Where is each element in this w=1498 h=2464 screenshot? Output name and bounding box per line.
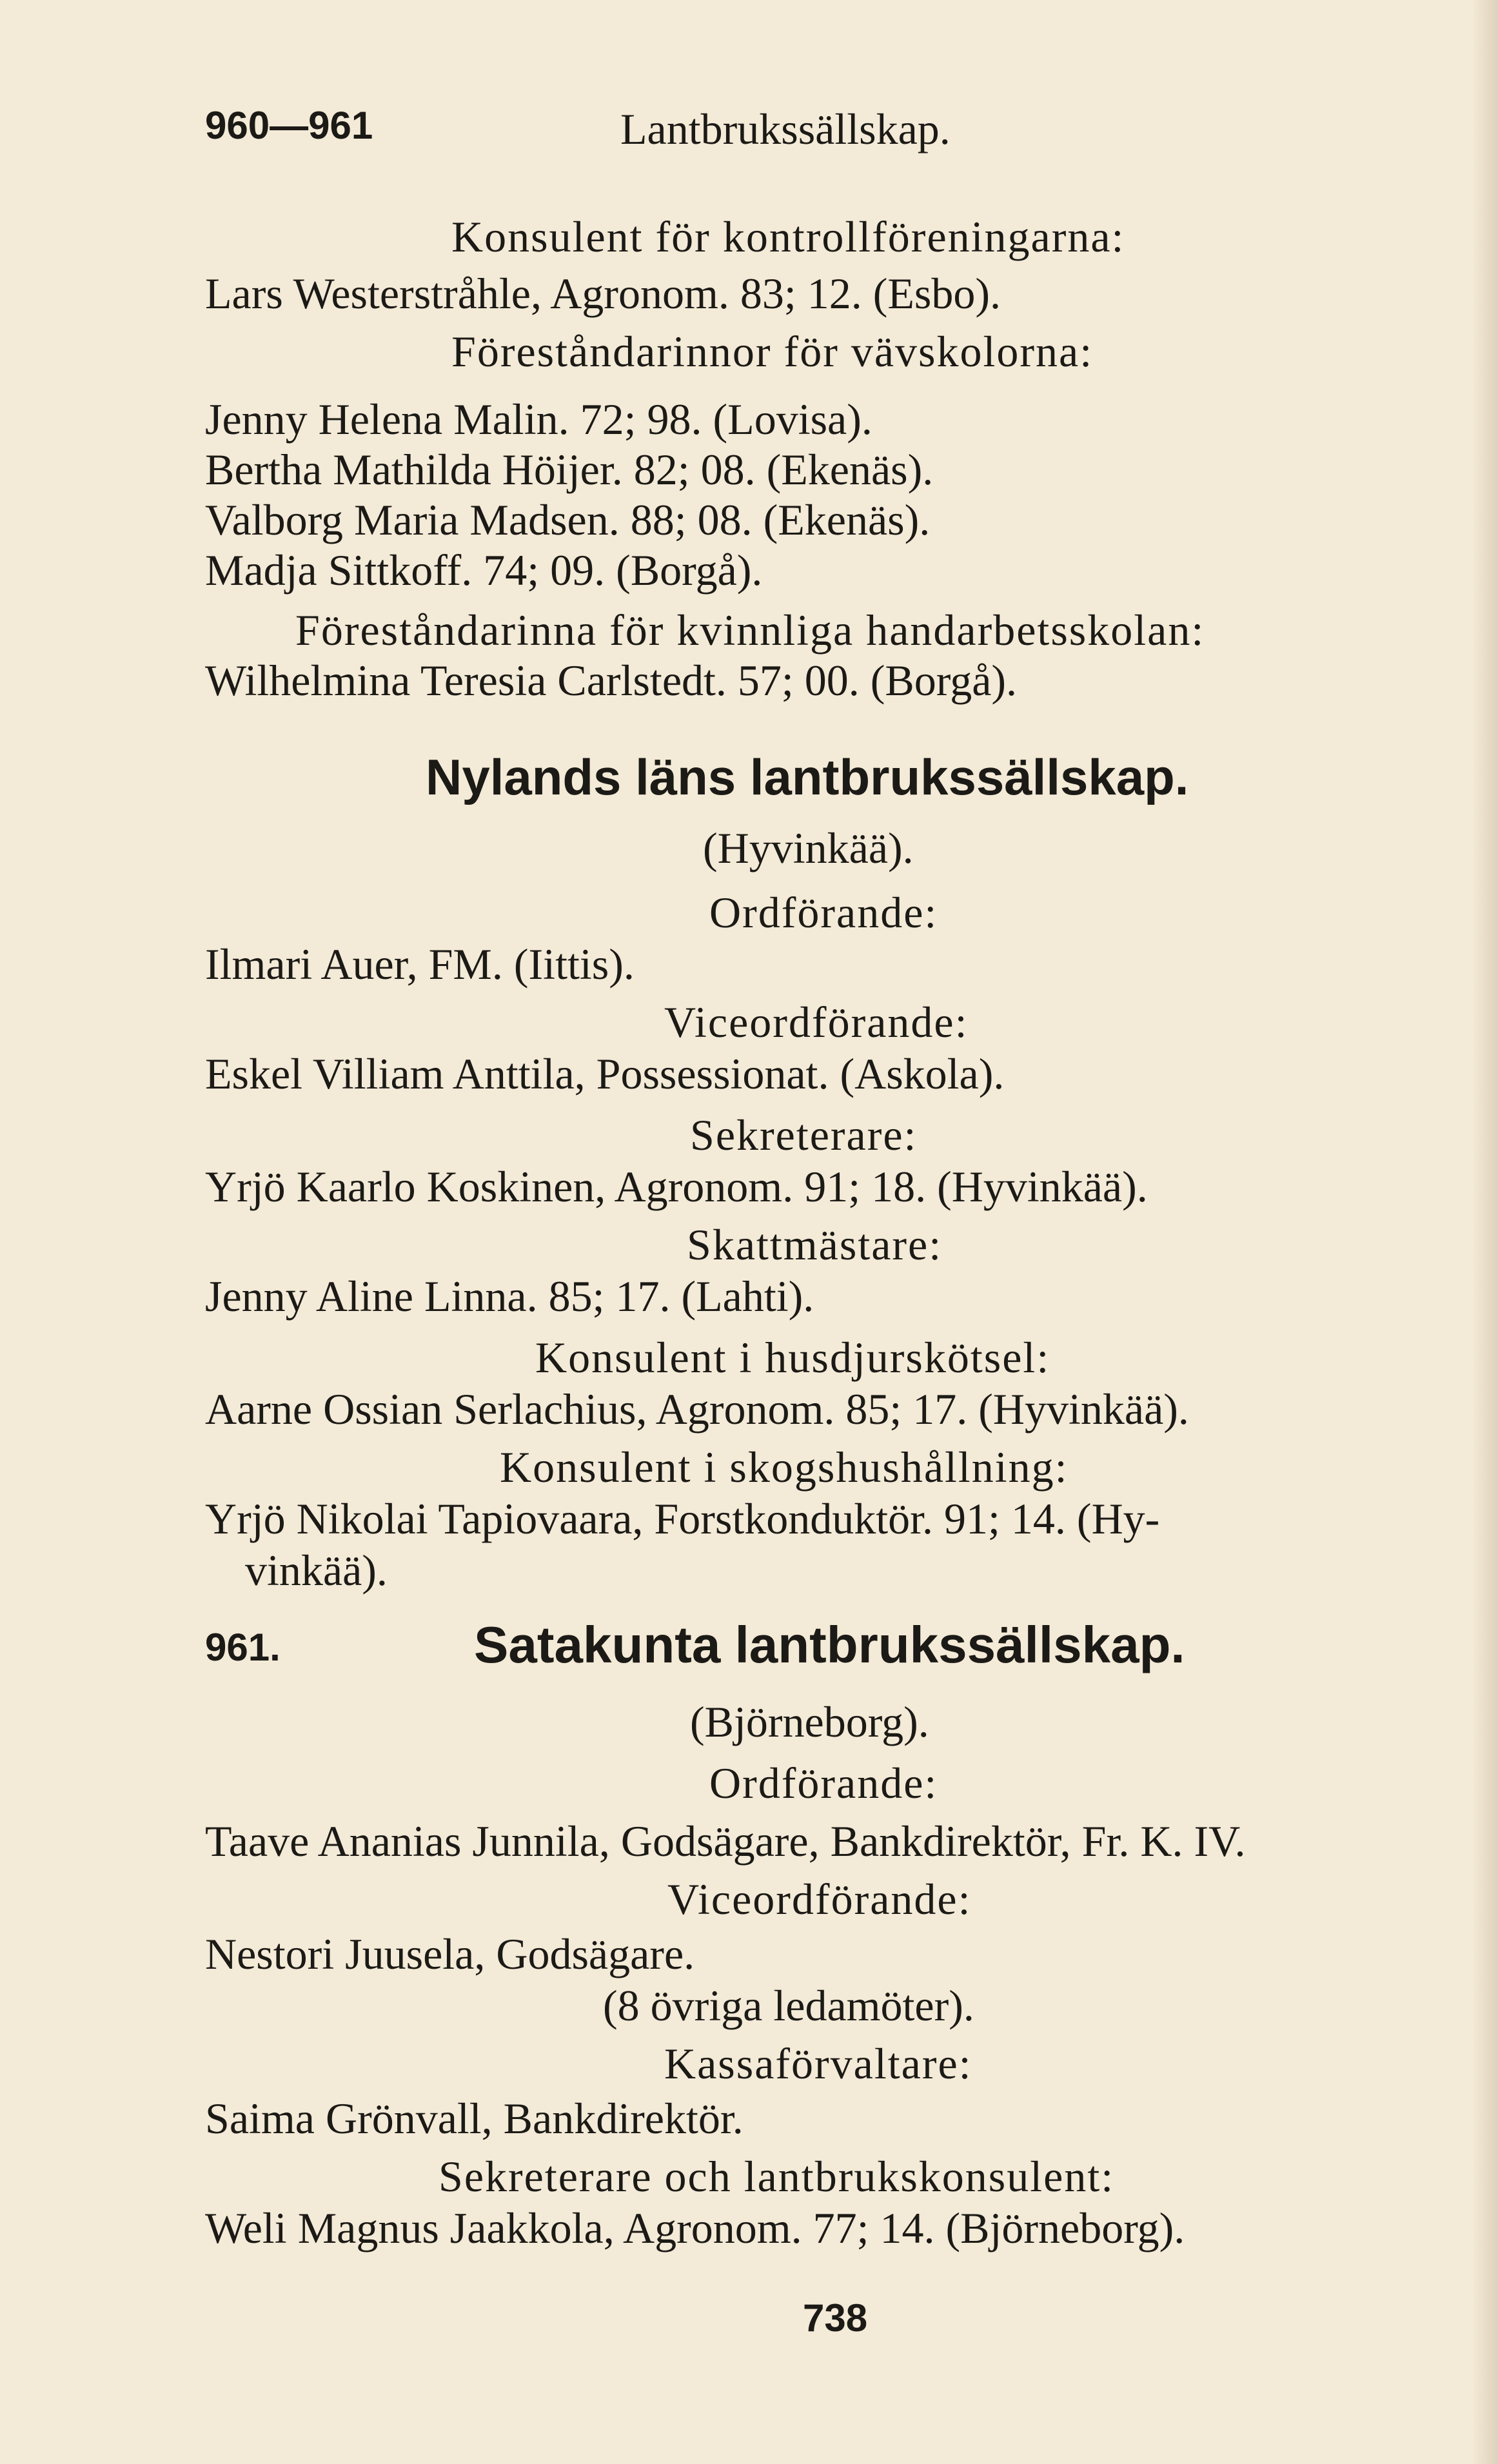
entry-line: (8 övriga ledamöter).	[603, 1981, 974, 2030]
header-running-title: Lantbrukssällskap.	[620, 104, 951, 153]
entry-line: Taave Ananias Junnila, Godsägare, Bankdirektör, Fr. K. IV.	[205, 1817, 1246, 1866]
section-number: 961.	[205, 1626, 281, 1669]
role-heading: Konsulent för kontrollföreningarna:	[451, 212, 1125, 261]
role-heading: Ordförande:	[709, 888, 938, 937]
entry-line: Valborg Maria Madsen. 88; 08. (Ekenäs).	[205, 495, 931, 544]
entry-line: Ilmari Auer, FM. (Iittis).	[205, 940, 635, 989]
footer-page-number: 738	[803, 2296, 868, 2340]
role-heading: Konsulent i husdjurskötsel:	[535, 1333, 1050, 1382]
entry-line: Wilhelmina Teresia Carlstedt. 57; 00. (Borgå).	[205, 656, 1018, 705]
page-edge-shadow	[1472, 0, 1498, 2464]
role-heading: Föreståndarinnor för vävskolorna:	[451, 327, 1094, 376]
entry-line: Jenny Helena Malin. 72; 98. (Lovisa).	[205, 395, 872, 444]
entry-line: vinkää).	[245, 1546, 388, 1595]
entry-line: Yrjö Nikolai Tapiovaara, Forstkonduktör. 91; 14. (Hy-	[205, 1494, 1160, 1543]
section-location: (Hyvinkää).	[703, 823, 914, 872]
role-heading: Kassaförvaltare:	[664, 2039, 972, 2088]
role-heading: Ordförande:	[709, 1759, 938, 1808]
entry-line: Weli Magnus Jaakkola, Agronom. 77; 14. (Björneborg).	[205, 2203, 1185, 2252]
entry-line: Jenny Aline Linna. 85; 17. (Lahti).	[205, 1272, 814, 1321]
entry-line: Saima Grönvall, Bankdirektör.	[205, 2094, 744, 2143]
section-title-nyland: Nylands läns lantbrukssällskap.	[426, 749, 1189, 805]
entry-line: Eskel Villiam Anttila, Possessionat. (Askola).	[205, 1049, 1005, 1098]
role-heading: Viceordförande:	[664, 998, 969, 1047]
entry-line: Bertha Mathilda Höijer. 82; 08. (Ekenäs).	[205, 445, 934, 494]
section-title-satakunta: Satakunta lantbrukssällskap.	[474, 1616, 1185, 1673]
entry-line: Lars Westerstråhle, Agronom. 83; 12. (Esbo).	[205, 269, 1001, 318]
section-location: (Björneborg).	[690, 1697, 929, 1746]
entry-line: Madja Sittkoff. 74; 09. (Borgå).	[205, 546, 763, 595]
role-heading: Viceordförande:	[667, 1875, 972, 1924]
role-heading: Konsulent i skogshushållning:	[500, 1443, 1069, 1492]
role-heading: Föreståndarinna för kvinnliga handarbetsskolan:	[295, 606, 1205, 655]
role-heading: Sekreterare och lantbrukskonsulent:	[439, 2152, 1115, 2201]
entry-line: Aarne Ossian Serlachius, Agronom. 85; 17. (Hyvinkää).	[205, 1385, 1189, 1434]
entry-line: Nestori Juusela, Godsägare.	[205, 1929, 695, 1978]
role-heading: Sekreterare:	[690, 1110, 918, 1159]
entry-line: Yrjö Kaarlo Koskinen, Agronom. 91; 18. (Hyvinkää).	[205, 1162, 1148, 1211]
header-page-range: 960—961	[205, 104, 373, 147]
role-heading: Skattmästare:	[687, 1220, 943, 1269]
